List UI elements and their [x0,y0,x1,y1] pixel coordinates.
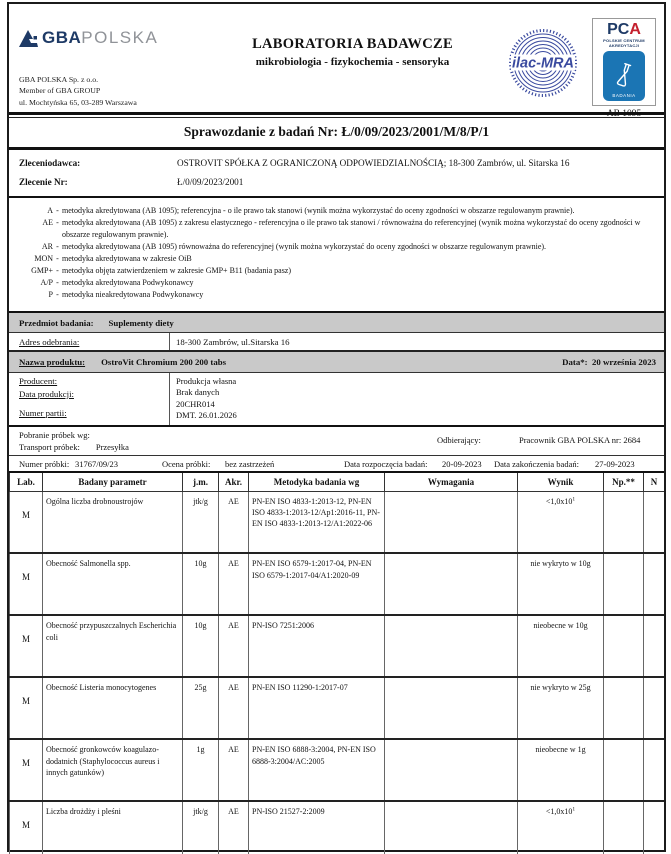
ocena-label: Ocena próbki: [162,458,211,469]
accreditation-cell: AE [219,615,249,677]
legend-text: metodyka akredytowana Podwykonawcy [62,278,194,287]
result-row [10,615,665,677]
result-cell: nieobecne w 1g [518,739,604,801]
legend-key: P [48,290,53,299]
result-row [10,801,665,854]
sampling-row-1 [9,427,664,456]
result-row [10,739,665,801]
pca-logo-block [592,18,656,119]
legend-text: metodyka akredytowana w zakresie OiB [62,254,192,263]
results-table [9,473,664,854]
legend-text: metodyka akredytowana (AB 1095) równoważna do referencyjnej (wynik można wykorzystać do oceny zgodności w obszarze regulowanym prawnie). [62,242,547,251]
client-label: Zleceniodawca: [19,158,81,168]
result-cell: $<1,0x10^1$ [518,801,604,854]
order-value: Ł/0/09/2023/2001 [177,177,244,187]
accreditation-cell: AE [219,491,249,553]
document-header [9,4,664,120]
legend-key: A/P [40,278,53,287]
legend-line [13,217,658,241]
subject-label: Przedmiot badania: [19,317,94,328]
producent-values [169,373,664,425]
method-cell: PN-EN ISO 6888-3:2004, PN-EN ISO 6888-3:2004/AC:2005 [249,739,385,801]
method-cell: PN-EN ISO 4833-1:2013-12, PN-EN ISO 4833-1:2013-12/Ap1:2016-11, PN-EN ISO 4833-1:2013-12/A1:2022-06 [249,491,385,553]
lab-cell: M [10,491,43,553]
accreditation-cell: AE [219,677,249,739]
accreditation-cell: AE [219,739,249,801]
pca-logo [592,18,656,106]
n-cell [644,615,665,677]
unit-cell: 10g [183,615,219,677]
subject-section [9,311,664,425]
column-header: N [644,473,665,492]
requirements-cell [385,677,518,739]
requirements-cell [385,553,518,615]
legend-text: metodyka akredytowana (AB 1095); referencyjna - o ile prawo tak stanowi (wynik można wykorzystać do oceny zgodności w obszarze regulowanym prawnie). [62,206,575,215]
n-cell [644,553,665,615]
client-section [9,150,664,198]
column-header: Wynik [518,473,604,492]
data-rozpoczecia-value: 20-09-2023 [442,458,482,469]
parameter-cell: Liczba drożdży i pleśni [43,801,183,854]
report-title: Sprawozdanie z badań Nr: Ł/0/09/2023/2001/M/8/P/1 [9,117,664,150]
company-address [19,74,197,108]
data-zakonczenia-label: Data zakończenia badań: [494,458,579,469]
pca-badge-label: BADANIA [612,93,636,99]
legend-text: metodyka nieakredytowana Podwykonawcy [62,290,204,299]
parameter-cell: Obecność gronkowców koagulazo-dodatnich (Staphylococcus aureus i innych gatunków) [43,739,183,801]
lab-title: LABORATORIA BADAWCZE [252,36,453,52]
parameter-cell: Ogólna liczba drobnoustrojów [43,491,183,553]
data-rozpoczecia-label: Data rozpoczęcia badań: [344,458,428,469]
legend-dash: - [56,206,59,215]
gba-triangle-icon [19,30,38,47]
legend-key: GMP+ [31,266,53,275]
svg-text:ilac-MRA: ilac-MRA [511,55,575,72]
n-cell [644,739,665,801]
sampling-row-2 [9,456,664,473]
n-cell [644,801,665,854]
subject-row-producent [9,373,664,425]
document-frame [7,2,666,852]
lab-cell: M [10,801,43,854]
pca-subtitle: POLSKIE CENTRUM AKREDYTACJI [603,38,645,49]
method-cell: PN-ISO 7251:2006 [249,615,385,677]
legend-dash: - [56,254,59,263]
producent-value: Produkcja własna [176,376,237,386]
lab-cell: M [10,615,43,677]
odbierajacy-value: Pracownik GBA POLSKA nr: 2684 [519,434,641,445]
accreditation-cell: AE [219,553,249,615]
unit-cell: 1g [183,739,219,801]
result-row [10,553,665,615]
uncertainty-cell [604,677,644,739]
lab-cell: M [10,739,43,801]
pca-badania-badge [603,51,645,101]
legend-line [13,205,658,217]
legend-line [13,241,658,253]
gba-polska-logo [19,28,197,48]
data-produkcji-label: Data produkcji: [19,389,74,399]
unit-cell: 25g [183,677,219,739]
result-cell: nie wykryto w 25g [518,677,604,739]
order-row [19,177,654,187]
legend-text: metodyka akredytowana (AB 1095) z zakresu elastycznego - referencyjna o ile prawo tak stanowi / równoważna do referencyjnej (wynik można wykorzystać do oceny zgodności w obszarze regulowanym prawnie). [62,218,641,239]
pca-cert-number: AB 1095 [606,109,642,120]
logo-text-gba: GBA [42,28,82,47]
uncertainty-cell [604,739,644,801]
parameter-cell: Obecność Listeria monocytogenes [43,677,183,739]
data-zakonczenia-value: 27-09-2023 [595,458,635,469]
column-header: Np.** [604,473,644,492]
result-exponent: 1 [572,806,576,813]
company-line: Member of GBA GROUP [19,86,101,96]
legend-key: AR [41,242,53,251]
result-row [10,677,665,739]
numer-partii-dmt: DMT. 26.01.2026 [176,410,237,421]
column-header: j.m. [183,473,219,492]
requirements-cell [385,801,518,854]
subject-row-adres [9,333,664,352]
legend-line [13,253,658,265]
company-block [19,10,197,108]
legend-dash: - [56,218,59,227]
transport-line: Transport próbek: Przesyłka [19,441,129,452]
client-value: OSTROVIT SPÓŁKA Z OGRANICZONĄ ODPOWIEDZIALNOŚCIĄ; 18-300 Zambrów, ul. Sitarska 16 [177,158,570,168]
column-header: Lab. [10,473,43,492]
subject-value: Suplementy diety [108,317,174,328]
requirements-cell [385,739,518,801]
subject-row-przedmiot [9,313,664,333]
ocena-value: bez zastrzeżeń [225,458,275,469]
numer-probki-value: 31767/09/23 [75,458,118,469]
parameter-cell: Obecność przypuszczalnych Escherichia coli [43,615,183,677]
nazwa-label: Nazwa produktu: [19,357,86,367]
odbierajacy-label: Odbierający: [437,434,481,445]
result-row [10,491,665,553]
unit-cell: jtk/g [183,491,219,553]
subject-row-nazwa [9,352,664,373]
client-row [19,158,654,168]
numer-probki-label: Numer próbki: [19,458,70,469]
company-line: GBA POLSKA Sp. z o.o. [19,75,99,85]
lab-cell: M [10,553,43,615]
accreditation-logos [508,10,656,120]
legend-dash: - [56,266,59,275]
legend-line [13,265,658,277]
results-header-row [10,473,665,492]
numer-partii-value: 20CHR014 [176,398,215,409]
unit-cell: jtk/g [183,801,219,854]
ilac-mra-stamp-icon [508,28,578,98]
column-header: Wymagania [385,473,518,492]
lab-subtitle: mikrobiologia - fizykochemia - sensoryka [255,56,450,68]
producent-label: Producent: [19,376,58,386]
order-label: Zlecenie Nr: [19,177,68,187]
lab-title-block [197,10,508,108]
column-header: Metodyka badania wg [249,473,385,492]
numer-partii-label: Numer partii: [19,408,67,418]
method-cell: PN-EN ISO 11290-1:2017-07 [249,677,385,739]
pobranie-label: Pobranie próbek wg: [19,429,90,440]
adres-value: 18-300 Zambrów, ul.Sitarska 16 [169,333,664,350]
legend-key: AE [42,218,53,227]
method-cell: PN-EN ISO 6579-1:2017-04, PN-EN ISO 6579-1:2017-04/A1:2020-09 [249,553,385,615]
company-line: ul. Mochtyńska 65, 03-289 Warszawa [19,97,137,107]
result-cell: nieobecne w 10g [518,615,604,677]
pca-logo-text: PCA [607,21,641,38]
method-legend [9,198,664,311]
result-cell: $<1,0x10^1$ [518,491,604,553]
lab-cell: M [10,677,43,739]
legend-dash: - [56,290,59,299]
logo-text-polska: POLSKA [81,28,159,47]
legend-text: metodyka objęta zatwierdzeniem w zakresie GMP+ B11 (badania pasz) [62,266,292,275]
accreditation-cell: AE [219,801,249,854]
requirements-cell [385,491,518,553]
result-cell: nie wykryto w 10g [518,553,604,615]
column-header: Akr. [219,473,249,492]
data-produkcji-value: Brak danych [176,387,220,398]
legend-line [13,277,658,289]
legend-line [13,289,658,301]
uncertainty-cell [604,801,644,854]
legend-key: A [47,206,53,215]
sampling-section [9,425,664,473]
adres-label: Adres odebrania: [19,336,80,347]
nazwa-value: OstroVit Chromium 200 200 tabs [101,357,227,367]
result-exponent: 1 [572,496,576,503]
uncertainty-cell [604,491,644,553]
n-cell [644,677,665,739]
legend-key: MON [34,254,53,263]
n-cell [644,491,665,553]
producent-labels [9,373,169,425]
uncertainty-cell [604,553,644,615]
parameter-cell: Obecność Salmonella spp. [43,553,183,615]
legend-dash: - [56,242,59,251]
flask-icon [611,61,637,91]
legend-dash: - [56,278,59,287]
report-date: Data*: 20 września 2023 [562,357,656,367]
uncertainty-cell [604,615,644,677]
method-cell: PN-ISO 21527-2:2009 [249,801,385,854]
requirements-cell [385,615,518,677]
column-header: Badany parametr [43,473,183,492]
unit-cell: 10g [183,553,219,615]
